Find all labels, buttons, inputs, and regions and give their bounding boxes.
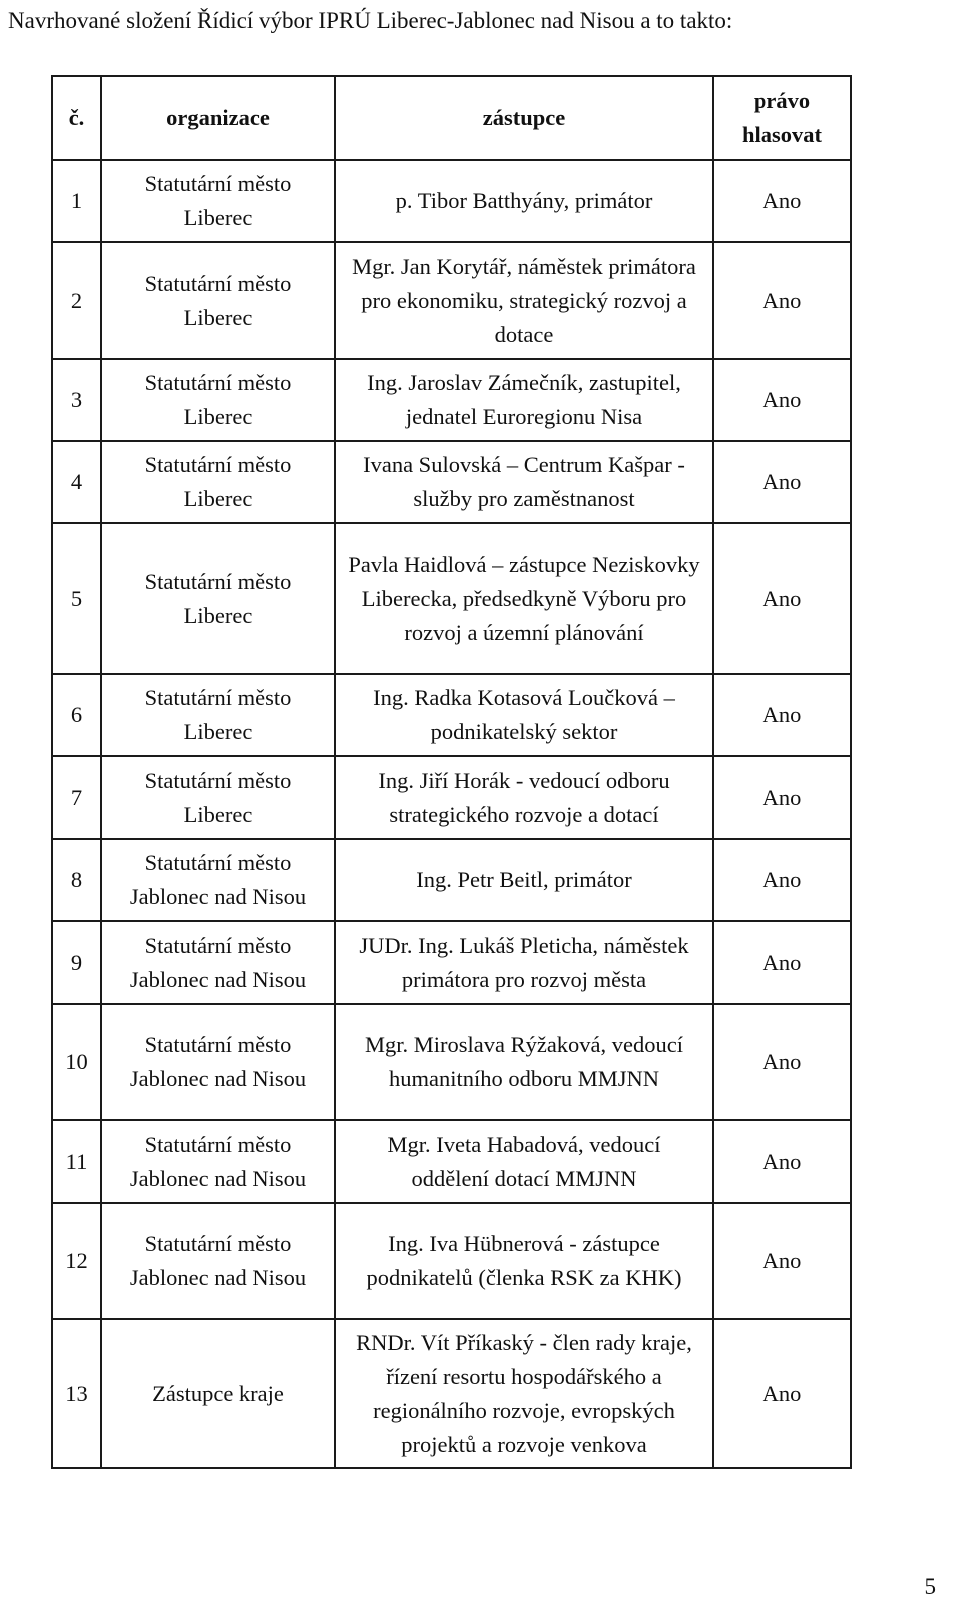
row-representative [335,839,713,921]
row-vote: Ano [713,523,851,674]
representative-text: p. Tibor Batthyány, primátor [395,188,653,213]
representative-text: Ing. Petr Beitl, primátor [416,867,632,892]
page-number: 5 [924,1574,936,1599]
row-number: 9 [52,921,101,1004]
representative-text: Ivana Sulovská – Centrum Kašpar - služby pro zaměstnanost [363,452,685,511]
row-number: 7 [52,756,101,839]
row-number: 4 [52,441,101,523]
row-vote: Ano [713,921,851,1004]
row-vote: Ano [713,839,851,921]
row-representative [335,1203,713,1319]
row-vote: Ano [713,1004,851,1120]
row-organization: Statutární město Liberec [101,160,335,242]
row-organization: Statutární město Jablonec nad Nisou [101,1120,335,1203]
row-organization: Statutární město Liberec [101,756,335,839]
table-row [52,1120,851,1203]
row-vote: Ano [713,160,851,242]
table-row [52,1004,851,1120]
header-organization: organizace [101,76,335,160]
row-vote: Ano [713,1319,851,1468]
row-vote: Ano [713,359,851,441]
table-row [52,756,851,839]
representative-text: Mgr. Iveta Habadová, vedoucí oddělení dotací MMJNN [387,1131,661,1191]
table-header-row [52,76,851,160]
row-vote: Ano [713,1203,851,1319]
row-number: 5 [52,523,101,674]
row-vote: Ano [713,242,851,359]
representative-text: Ing. Iva Hübnerová - zástupce podnikatelů (členka RSK za KHK) [366,1231,682,1290]
row-representative [335,160,713,242]
committee-table [51,75,852,1469]
row-number: 8 [52,839,101,921]
row-number: 13 [52,1319,101,1468]
representative-text: Mgr. Jan Korytář, náměstek primátora pro ekonomiku, strategický rozvoj a dotace [352,253,696,347]
row-number: 12 [52,1203,101,1319]
row-organization: Statutární město Liberec [101,441,335,523]
row-representative [335,921,713,1004]
row-representative [335,1120,713,1203]
representative-text: JUDr. Ing. Lukáš Pleticha, náměstek primátora pro rozvoj města [359,932,689,992]
row-representative [335,1319,713,1468]
row-representative [335,359,713,441]
row-number: 3 [52,359,101,441]
table-row [52,921,851,1004]
row-organization: Statutární město Liberec [101,523,335,674]
row-representative [335,674,713,756]
table-row [52,441,851,523]
row-number: 2 [52,242,101,359]
table-row [52,242,851,359]
row-representative [335,523,713,674]
representative-text: Ing. Jiří Horák - vedoucí odboru strategického rozvoje a dotací [378,767,670,827]
row-vote: Ano [713,1120,851,1203]
row-number: 1 [52,160,101,242]
row-organization: Statutární město Jablonec nad Nisou [101,921,335,1004]
row-organization: Statutární město Liberec [101,359,335,441]
representative-text: Mgr. Miroslava Rýžaková, vedoucí humanitního odboru MMJNN [364,1032,684,1091]
row-representative [335,1004,713,1120]
table-row [52,1203,851,1319]
header-number: č. [52,76,101,160]
row-representative [335,756,713,839]
table-row [52,1319,851,1468]
table-row [52,839,851,921]
header-vote: právo hlasovat [713,76,851,160]
representative-text: Pavla Haidlová – zástupce Neziskovky Liberecka, předsedkyně Výboru pro rozvoj a územní plánování [348,551,700,645]
row-organization: Statutární město Jablonec nad Nisou [101,1004,335,1120]
row-number: 6 [52,674,101,756]
row-organization: Zástupce kraje [101,1319,335,1468]
intro-text: Navrhované složení Řídicí výbor IPRÚ Liberec-Jablonec nad Nisou a to takto: [8,8,733,33]
table-row [52,523,851,674]
row-vote: Ano [713,756,851,839]
row-vote: Ano [713,441,851,523]
header-representative: zástupce [335,76,713,160]
row-representative [335,441,713,523]
row-organization: Statutární město Liberec [101,674,335,756]
row-representative [335,242,713,359]
row-organization: Statutární město Liberec [101,242,335,359]
representative-text: Ing. Jaroslav Zámečník, zastupitel, jednatel Euroregionu Nisa [367,370,681,429]
representative-text: RNDr. Vít Příkaský - člen rady kraje, řízení resortu hospodářského a regionálního rozvoje, evropských projektů a rozvoje venkova [356,1329,692,1457]
table-row [52,359,851,441]
row-organization: Statutární město Jablonec nad Nisou [101,839,335,921]
representative-text: Ing. Radka Kotasová Loučková – podnikatelský sektor [373,685,675,744]
table-row [52,674,851,756]
row-number: 10 [52,1004,101,1120]
row-vote: Ano [713,674,851,756]
row-organization: Statutární město Jablonec nad Nisou [101,1203,335,1319]
table-row [52,160,851,242]
row-number: 11 [52,1120,101,1203]
